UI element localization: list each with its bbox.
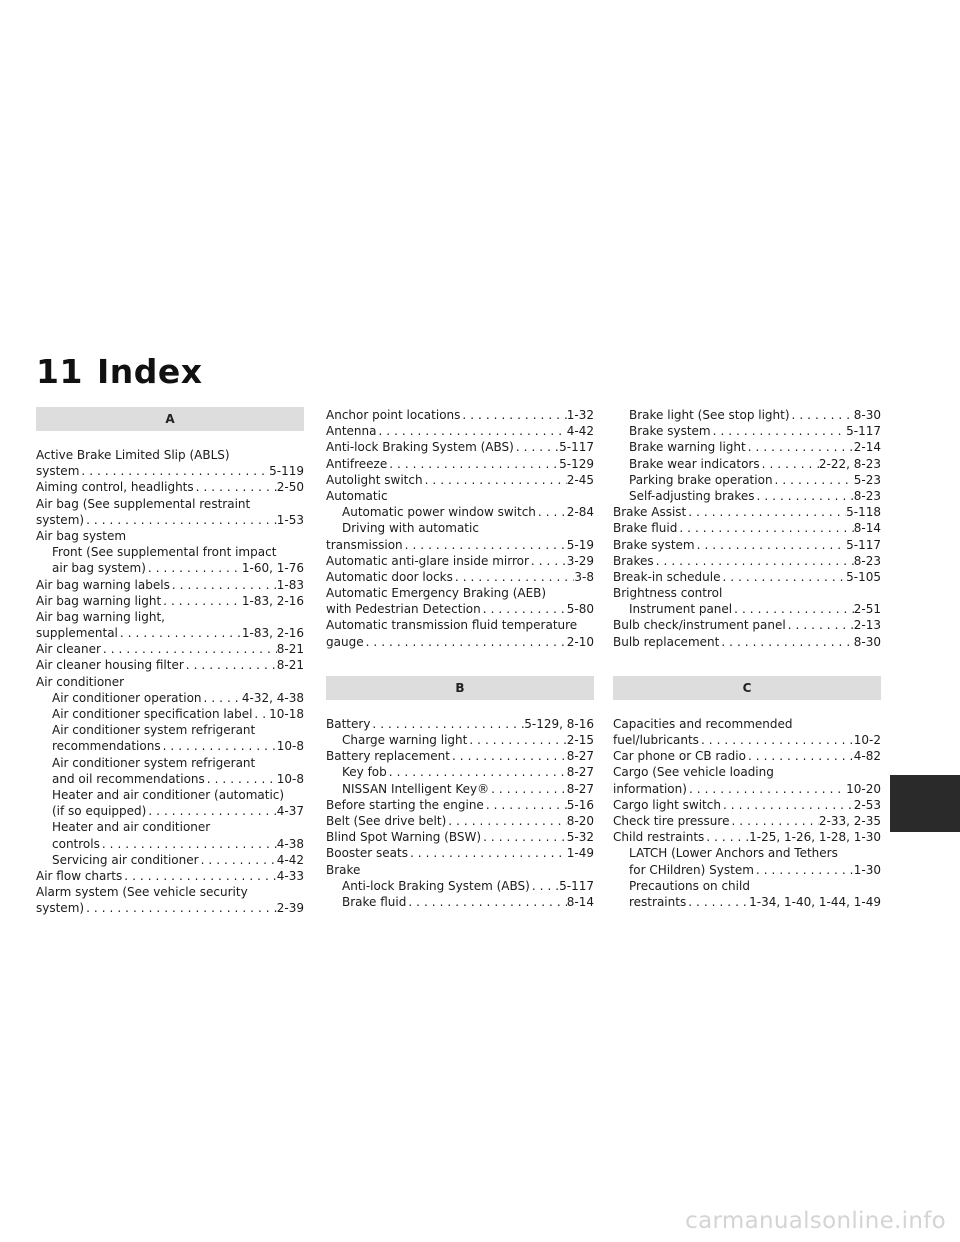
entry-page: 3-29 bbox=[566, 553, 594, 568]
index-subentry bbox=[36, 706, 304, 722]
entry-label: Charge warning light bbox=[342, 733, 468, 747]
entry-page: 5-117 bbox=[846, 537, 881, 552]
entry-page: 5-80 bbox=[566, 602, 594, 617]
entry-label: for CHildren) System bbox=[629, 862, 754, 877]
dot-leader bbox=[760, 456, 819, 472]
entry-label: Air conditioner operation bbox=[52, 690, 202, 705]
entry-page: 2-15 bbox=[566, 733, 594, 747]
index-subentry bbox=[36, 852, 304, 868]
dot-leader bbox=[536, 504, 567, 520]
index-column-3 bbox=[613, 407, 881, 910]
entry-page: 2-45 bbox=[566, 472, 594, 487]
dot-leader bbox=[79, 463, 269, 479]
index-entry bbox=[326, 845, 594, 861]
entry-page: 5-19 bbox=[566, 537, 594, 552]
entry-page: 1-34, 1-40, 1-44, 1-49 bbox=[749, 894, 881, 909]
dot-leader bbox=[484, 797, 567, 813]
entry-page: 5-118 bbox=[846, 505, 881, 520]
entry-label: controls bbox=[52, 836, 100, 851]
index-entry-text: Active Brake Limited Slip (ABLS) bbox=[36, 448, 230, 462]
index-entry-text: Air conditioner bbox=[36, 674, 125, 689]
entry-page: 4-32, 4-38 bbox=[241, 690, 304, 705]
dot-leader bbox=[699, 732, 854, 748]
entry-label: gauge bbox=[326, 634, 364, 649]
entry-label: Automatic power window switch bbox=[342, 505, 536, 520]
dot-leader bbox=[199, 852, 277, 868]
entry-label: and oil recommendations bbox=[52, 771, 205, 786]
dot-leader bbox=[161, 593, 242, 609]
entry-label: Air cleaner housing filter bbox=[36, 658, 184, 673]
dot-leader bbox=[489, 781, 567, 797]
index-subentry bbox=[36, 738, 304, 754]
entry-page: 2-13 bbox=[853, 618, 881, 633]
dot-leader bbox=[686, 504, 846, 520]
chapter-title bbox=[36, 352, 203, 391]
index-entry bbox=[613, 732, 881, 748]
entry-label: Instrument panel bbox=[629, 602, 733, 617]
dot-leader bbox=[370, 716, 524, 732]
entry-page: 5-119 bbox=[269, 464, 304, 479]
entry-label: Bulb check/instrument panel bbox=[613, 618, 786, 633]
index-subentry bbox=[613, 439, 881, 455]
section-header-b: B bbox=[326, 676, 594, 700]
dot-leader bbox=[746, 439, 854, 455]
entry-page: 8-21 bbox=[276, 642, 304, 657]
index-subentry-text: Precautions on child bbox=[629, 878, 750, 893]
index-entry bbox=[613, 634, 881, 650]
entry-page: 4-82 bbox=[853, 749, 881, 764]
entry-label: Autolight switch bbox=[326, 472, 423, 487]
entry-label: Air bag warning light bbox=[36, 593, 162, 608]
entry-label: Air conditioner specification label bbox=[52, 707, 253, 721]
entry-label: system) bbox=[36, 901, 85, 916]
entry-label: Before starting the engine bbox=[326, 797, 484, 812]
dot-leader bbox=[460, 407, 566, 423]
entry-page: 4-42 bbox=[276, 852, 304, 867]
index-subentry-text: Air conditioner system refrigerant bbox=[52, 723, 256, 738]
index-entry bbox=[613, 537, 881, 553]
entry-page: 3-8 bbox=[574, 569, 594, 584]
index-entry bbox=[36, 900, 304, 916]
index-subentry bbox=[326, 894, 594, 910]
entry-label: system) bbox=[36, 512, 85, 527]
entry-label: Automatic door locks bbox=[326, 569, 453, 584]
index-column-2 bbox=[326, 407, 594, 910]
dot-leader bbox=[719, 634, 853, 650]
index-subentry bbox=[36, 803, 304, 819]
entry-label: Aiming control, headlights bbox=[36, 480, 194, 495]
entry-label: supplemental bbox=[36, 626, 118, 641]
dot-leader bbox=[408, 845, 567, 861]
index-entry bbox=[613, 748, 881, 764]
index-entry-text: Automatic Emergency Braking (AEB) bbox=[326, 586, 547, 601]
index-entry-text: Automatic transmission fluid temperature bbox=[326, 618, 578, 633]
entry-label: Belt (See drive belt) bbox=[326, 813, 447, 828]
index-entry bbox=[36, 577, 304, 593]
index-entry bbox=[613, 520, 881, 536]
entry-page: 5-129, 8-16 bbox=[524, 716, 594, 731]
entry-page: 1-49 bbox=[566, 846, 594, 861]
dot-leader bbox=[746, 748, 854, 764]
entry-page: 8-14 bbox=[566, 894, 594, 909]
dot-leader bbox=[754, 862, 854, 878]
dot-leader bbox=[364, 634, 567, 650]
dot-leader bbox=[122, 868, 276, 884]
entry-label: Self-adjusting brakes bbox=[629, 488, 755, 503]
dot-leader bbox=[677, 520, 853, 536]
entry-label: Cargo light switch bbox=[613, 797, 721, 812]
entry-label: fuel/lubricants bbox=[613, 733, 699, 747]
index-entry bbox=[36, 625, 304, 641]
entry-label: Anchor point locations bbox=[326, 408, 461, 422]
dot-leader bbox=[732, 601, 854, 617]
entry-page: 2-39 bbox=[276, 901, 304, 916]
entry-label: Brake fluid bbox=[342, 894, 407, 909]
index-subentry bbox=[326, 732, 594, 748]
entry-label: Antifreeze bbox=[326, 456, 388, 471]
entry-page: 8-30 bbox=[853, 634, 881, 649]
entry-label: information) bbox=[613, 781, 687, 796]
entry-label: system bbox=[36, 464, 80, 479]
dot-leader bbox=[481, 601, 567, 617]
entry-label: Air flow charts bbox=[36, 868, 123, 883]
entry-label: Brakes bbox=[613, 553, 654, 568]
dot-leader bbox=[100, 836, 277, 852]
chapter-number: 11 bbox=[36, 352, 83, 391]
index-entry-text: Cargo (See vehicle loading bbox=[613, 765, 774, 780]
dot-leader bbox=[118, 625, 242, 641]
dot-leader bbox=[695, 537, 847, 553]
entry-page: 4-33 bbox=[276, 868, 304, 883]
entry-label: Servicing air conditioner bbox=[52, 852, 199, 867]
index-entry-text: Air bag system bbox=[36, 528, 127, 543]
entry-label: Brake warning light bbox=[629, 440, 746, 455]
index-column-1 bbox=[36, 407, 304, 916]
chapter-name: Index bbox=[96, 352, 203, 391]
index-subentry-text: Air conditioner system refrigerant bbox=[52, 755, 256, 770]
index-entry bbox=[36, 657, 304, 673]
dot-leader bbox=[84, 512, 277, 528]
index-entry bbox=[326, 716, 594, 732]
index-entry bbox=[326, 569, 594, 585]
dot-leader bbox=[146, 560, 242, 576]
index-entry bbox=[36, 593, 304, 609]
entry-page: 1-60, 1-76 bbox=[241, 561, 304, 576]
dot-leader bbox=[450, 748, 567, 764]
index-entry bbox=[326, 748, 594, 764]
index-entry bbox=[36, 463, 304, 479]
index-entry bbox=[326, 439, 594, 455]
dot-leader bbox=[423, 472, 567, 488]
entry-page: 1-83, 2-16 bbox=[241, 626, 304, 641]
index-entry bbox=[326, 797, 594, 813]
dot-leader bbox=[786, 617, 854, 633]
entry-page: 5-129 bbox=[559, 456, 594, 471]
index-entry bbox=[326, 537, 594, 553]
entry-label: Blind Spot Warning (BSW) bbox=[326, 830, 482, 845]
entry-page: 8-27 bbox=[566, 749, 594, 764]
index-entry-text: Capacities and recommended bbox=[613, 716, 793, 731]
index-subentry bbox=[613, 472, 881, 488]
entry-label: Check tire pressure bbox=[613, 813, 730, 828]
entry-label: Brake Assist bbox=[613, 505, 687, 520]
entry-page: 5-117 bbox=[846, 424, 881, 439]
dot-leader bbox=[790, 407, 854, 423]
entry-label: Bulb replacement bbox=[613, 634, 720, 649]
dot-leader bbox=[529, 553, 567, 569]
entry-page: 2-53 bbox=[853, 797, 881, 812]
index-subentry bbox=[326, 781, 594, 797]
entry-page: 1-25, 1-26, 1-28, 1-30 bbox=[749, 830, 881, 845]
dot-leader bbox=[721, 797, 854, 813]
index-subentry bbox=[613, 862, 881, 878]
index-entry bbox=[613, 569, 881, 585]
entry-page: 2-51 bbox=[853, 602, 881, 617]
entry-page: 8-23 bbox=[853, 488, 881, 503]
entry-label: Air cleaner bbox=[36, 642, 101, 657]
entry-label: transmission bbox=[326, 537, 403, 552]
index-entry-text: Air bag (See supplemental restraint bbox=[36, 496, 251, 511]
dot-leader bbox=[387, 456, 559, 472]
entry-label: restraints bbox=[629, 894, 687, 909]
entry-page: 10-18 bbox=[269, 707, 304, 721]
entry-label: Booster seats bbox=[326, 846, 408, 861]
index-entry bbox=[326, 553, 594, 569]
entry-page: 8-14 bbox=[853, 521, 881, 536]
entry-page: 1-32 bbox=[566, 408, 594, 422]
index-entry bbox=[326, 407, 594, 423]
dot-leader bbox=[184, 657, 277, 673]
entry-page: 2-10 bbox=[566, 634, 594, 649]
entry-page: 8-27 bbox=[566, 781, 594, 796]
chapter-thumb-tab bbox=[890, 775, 960, 832]
dot-leader bbox=[704, 829, 749, 845]
entry-page: 1-83 bbox=[276, 577, 304, 592]
entry-page: 2-84 bbox=[566, 505, 594, 520]
entry-page: 1-30 bbox=[853, 862, 881, 877]
entry-page: 5-117 bbox=[559, 440, 594, 455]
entry-page: 8-27 bbox=[566, 765, 594, 780]
index-entry bbox=[613, 813, 881, 829]
entry-page: 2-50 bbox=[276, 480, 304, 495]
index-subentry bbox=[613, 894, 881, 910]
entry-label: Anti-lock Braking System (ABS) bbox=[342, 878, 530, 893]
index-subentry bbox=[326, 878, 594, 894]
entry-page: 5-32 bbox=[566, 830, 594, 845]
watermark: carmanualsonline.info bbox=[685, 1208, 946, 1234]
dot-leader bbox=[530, 878, 559, 894]
entry-label: Anti-lock Braking System (ABS) bbox=[326, 440, 514, 455]
entry-page: 8-20 bbox=[566, 813, 594, 828]
index-entry bbox=[613, 781, 881, 797]
index-subentry bbox=[36, 836, 304, 852]
index-subentry bbox=[613, 601, 881, 617]
dot-leader bbox=[687, 781, 846, 797]
index-subentry bbox=[36, 560, 304, 576]
dot-leader bbox=[101, 641, 277, 657]
entry-page: 1-83, 2-16 bbox=[241, 593, 304, 608]
dot-leader bbox=[194, 479, 277, 495]
entry-page: 2-33, 2-35 bbox=[818, 813, 881, 828]
dot-leader bbox=[170, 577, 277, 593]
dot-leader bbox=[406, 894, 566, 910]
index-subentry-text: Front (See supplemental front impact bbox=[52, 545, 277, 560]
entry-label: Child restraints bbox=[613, 830, 705, 845]
entry-page: 2-22, 8-23 bbox=[818, 456, 881, 471]
entry-page: 8-30 bbox=[853, 408, 881, 422]
entry-label: Parking brake operation bbox=[629, 472, 773, 487]
entry-label: Key fob bbox=[342, 765, 387, 780]
index-entry bbox=[613, 797, 881, 813]
entry-page: 5-16 bbox=[566, 797, 594, 812]
entry-page: 5-105 bbox=[846, 569, 881, 584]
index-subentry bbox=[613, 456, 881, 472]
index-entry bbox=[326, 423, 594, 439]
entry-label: Battery replacement bbox=[326, 749, 450, 764]
entry-page: 8-23 bbox=[853, 553, 881, 568]
index-entry bbox=[326, 601, 594, 617]
entry-page: 10-2 bbox=[853, 733, 881, 747]
dot-leader bbox=[467, 732, 566, 748]
index-entry bbox=[613, 553, 881, 569]
entry-label: Air bag warning labels bbox=[36, 577, 170, 592]
index-subentry bbox=[613, 488, 881, 504]
entry-page: 1-53 bbox=[276, 512, 304, 527]
entry-label: with Pedestrian Detection bbox=[326, 602, 481, 617]
index-subentry bbox=[613, 407, 881, 423]
index-entry bbox=[326, 456, 594, 472]
section-header-c: C bbox=[613, 676, 881, 700]
dot-leader bbox=[729, 813, 818, 829]
index-entry bbox=[36, 479, 304, 495]
entry-label: (if so equipped) bbox=[52, 804, 147, 819]
dot-leader bbox=[403, 537, 567, 553]
index-entry-text: Alarm system (See vehicle security bbox=[36, 885, 248, 900]
index-subentry-text: Heater and air conditioner bbox=[52, 820, 211, 835]
dot-leader bbox=[84, 900, 277, 916]
index-subentry-text: Heater and air conditioner (automatic) bbox=[52, 787, 285, 802]
dot-leader bbox=[376, 423, 566, 439]
entry-page: 4-37 bbox=[276, 804, 304, 819]
index-subentry-text: LATCH (Lower Anchors and Tethers bbox=[629, 846, 838, 861]
entry-label: recommendations bbox=[52, 739, 161, 754]
index-subentry bbox=[613, 423, 881, 439]
dot-leader bbox=[481, 829, 567, 845]
dot-leader bbox=[755, 488, 854, 504]
entry-label: Automatic anti-glare inside mirror bbox=[326, 553, 529, 568]
dot-leader bbox=[252, 706, 269, 722]
entry-page: 2-14 bbox=[853, 440, 881, 455]
entry-page: 4-42 bbox=[566, 424, 594, 439]
dot-leader bbox=[146, 803, 276, 819]
entry-page: 10-8 bbox=[276, 739, 304, 754]
entry-label: Brake fluid bbox=[613, 521, 678, 536]
section-header-a: A bbox=[36, 407, 304, 431]
dot-leader bbox=[686, 894, 749, 910]
entry-page: 4-38 bbox=[276, 836, 304, 851]
index-entry-text: Air bag warning light, bbox=[36, 609, 165, 624]
entry-label: NISSAN Intelligent Key® bbox=[342, 781, 490, 796]
entry-label: Antenna bbox=[326, 424, 377, 439]
entry-label: Brake system bbox=[613, 537, 695, 552]
index-entry bbox=[613, 829, 881, 845]
entry-label: Brake system bbox=[629, 424, 711, 439]
dot-leader bbox=[387, 764, 567, 780]
entry-label: Break-in schedule bbox=[613, 569, 721, 584]
index-entry bbox=[613, 617, 881, 633]
entry-label: Brake light (See stop light) bbox=[629, 408, 790, 422]
index-subentry bbox=[326, 504, 594, 520]
dot-leader bbox=[446, 813, 567, 829]
index-entry bbox=[36, 641, 304, 657]
index-entry bbox=[36, 868, 304, 884]
index-entry-text: Brightness control bbox=[613, 586, 723, 601]
dot-leader bbox=[205, 771, 277, 787]
entry-label: Brake wear indicators bbox=[629, 456, 760, 471]
index-entry bbox=[326, 829, 594, 845]
dot-leader bbox=[514, 439, 559, 455]
index-entry bbox=[326, 813, 594, 829]
index-entry bbox=[613, 504, 881, 520]
index-subentry bbox=[36, 690, 304, 706]
entry-label: air bag system) bbox=[52, 561, 146, 576]
dot-leader bbox=[453, 569, 575, 585]
entry-page: 10-20 bbox=[846, 781, 881, 796]
index-entry bbox=[36, 512, 304, 528]
entry-page: 10-8 bbox=[276, 771, 304, 786]
entry-page: 8-21 bbox=[276, 658, 304, 673]
dot-leader bbox=[161, 738, 277, 754]
index-entry bbox=[326, 472, 594, 488]
entry-page: 5-117 bbox=[559, 878, 594, 893]
entry-page: 5-23 bbox=[853, 472, 881, 487]
entry-label: Car phone or CB radio bbox=[613, 749, 746, 764]
dot-leader bbox=[773, 472, 854, 488]
index-subentry bbox=[326, 764, 594, 780]
index-subentry-text: Driving with automatic bbox=[342, 521, 479, 536]
dot-leader bbox=[711, 423, 847, 439]
index-entry-text: Brake bbox=[326, 862, 361, 877]
index-entry bbox=[326, 634, 594, 650]
entry-label: Battery bbox=[326, 716, 371, 731]
dot-leader bbox=[654, 553, 854, 569]
index-entry-text: Automatic bbox=[326, 488, 388, 503]
index-subentry bbox=[36, 771, 304, 787]
dot-leader bbox=[202, 690, 242, 706]
dot-leader bbox=[720, 569, 846, 585]
